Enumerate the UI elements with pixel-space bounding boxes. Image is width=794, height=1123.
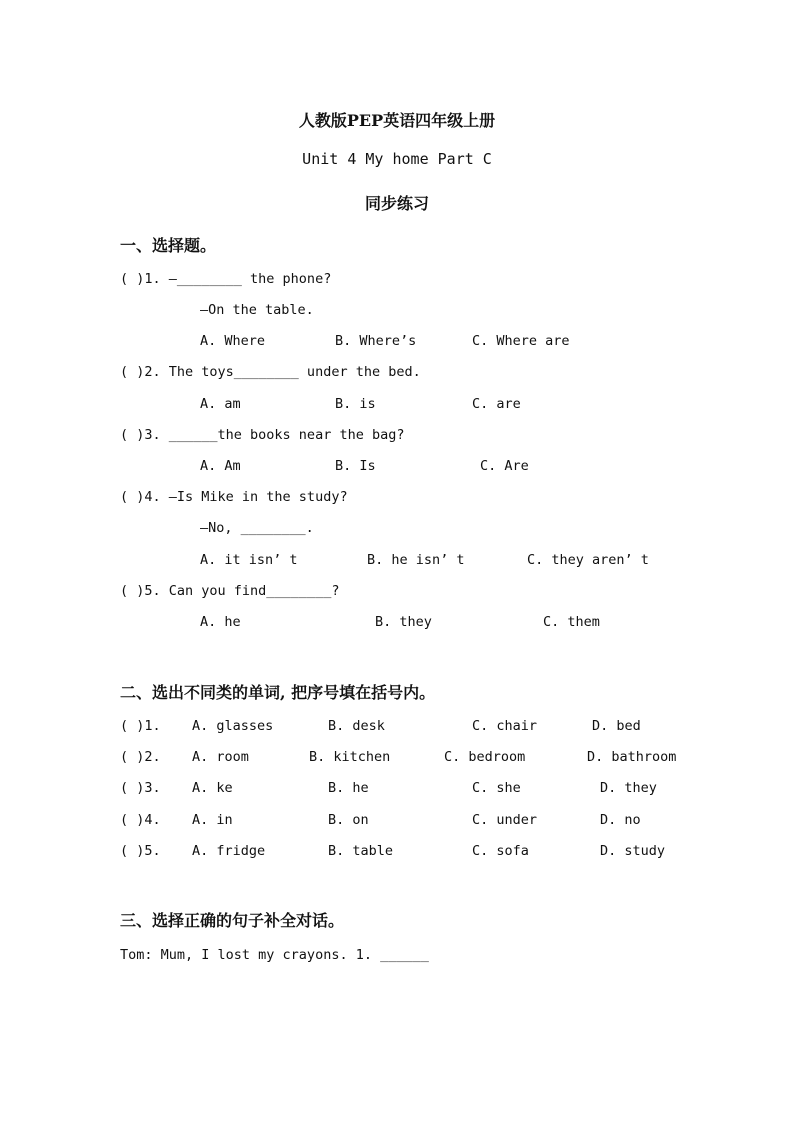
odd-one-out-row-3-option-d: D. they [600,780,657,796]
question-2-option-c: C. are [472,396,521,412]
odd-one-out-row-2-option-b: B. kitchen [309,749,391,765]
odd-one-out-row-1-option-d: D. bed [592,718,641,734]
question-1-option-a: A. Where [200,333,266,349]
odd-one-out-row-5-option-c: C. sofa [472,843,529,859]
odd-one-out-row-3-number: ( )3. [120,780,161,796]
question-4-stem: ( )4. —Is Mike in the study? [120,489,348,505]
question-2-option-a: A. am [200,396,241,412]
section-heading-multiple-choice: 一、选择题。 [120,236,217,255]
question-5-option-b: B. they [375,614,432,630]
odd-one-out-row-4-option-b: B. on [328,812,369,828]
question-3-option-b: B. Is [335,458,376,474]
section-heading-dialogue: 三、选择正确的句子补全对话。 [120,911,345,930]
odd-one-out-row-2-number: ( )2. [120,749,161,765]
dialogue-line-1: Tom: Mum, I lost my crayons. 1. ______ [120,947,429,963]
odd-one-out-row-5-option-b: B. table [328,843,394,859]
question-2-option-b: B. is [335,396,376,412]
odd-one-out-row-1-option-b: B. desk [328,718,385,734]
question-5-option-a: A. he [200,614,241,630]
odd-one-out-row-2-option-d: D. bathroom [587,749,677,765]
odd-one-out-row-4-option-d: D. no [600,812,641,828]
question-3-option-a: A. Am [200,458,241,474]
question-3-option-c: C. Are [480,458,529,474]
odd-one-out-row-5-number: ( )5. [120,843,161,859]
odd-one-out-row-2-option-c: C. bedroom [444,749,526,765]
section-heading-odd-one-out: 二、选出不同类的单词, 把序号填在括号内。 [120,683,436,702]
question-3-stem: ( )3. ______the books near the bag? [120,427,405,443]
question-4-option-c: C. they aren’ t [527,552,649,568]
odd-one-out-row-3-option-c: C. she [472,780,521,796]
document-subtitle: 同步练习 [364,194,429,213]
question-1-answer-line: —On the table. [200,302,314,318]
question-5-stem: ( )5. Can you find________? [120,583,340,599]
odd-one-out-row-1-option-c: C. chair [472,718,538,734]
odd-one-out-row-2-option-a: A. room [192,749,249,765]
odd-one-out-row-1-option-a: A. glasses [192,718,274,734]
question-4-answer-line: —No, ________. [200,520,314,536]
question-1-option-b: B. Where’s [335,333,417,349]
document-title: 人教版PEP英语四年级上册 [298,111,496,130]
unit-title: Unit 4 My home Part C [302,150,492,168]
odd-one-out-row-4-option-a: A. in [192,812,233,828]
question-1-stem: ( )1. —________ the phone? [120,271,332,287]
question-1-option-c: C. Where are [472,333,570,349]
question-4-option-a: A. it isn’ t [200,552,298,568]
odd-one-out-row-3-option-b: B. he [328,780,369,796]
odd-one-out-row-1-number: ( )1. [120,718,161,734]
odd-one-out-row-3-option-a: A. ke [192,780,233,796]
odd-one-out-row-4-option-c: C. under [472,812,538,828]
odd-one-out-row-5-option-a: A. fridge [192,843,266,859]
odd-one-out-row-4-number: ( )4. [120,812,161,828]
question-4-option-b: B. he isn’ t [367,552,465,568]
question-5-option-c: C. them [543,614,600,630]
question-2-stem: ( )2. The toys________ under the bed. [120,364,421,380]
odd-one-out-row-5-option-d: D. study [600,843,666,859]
